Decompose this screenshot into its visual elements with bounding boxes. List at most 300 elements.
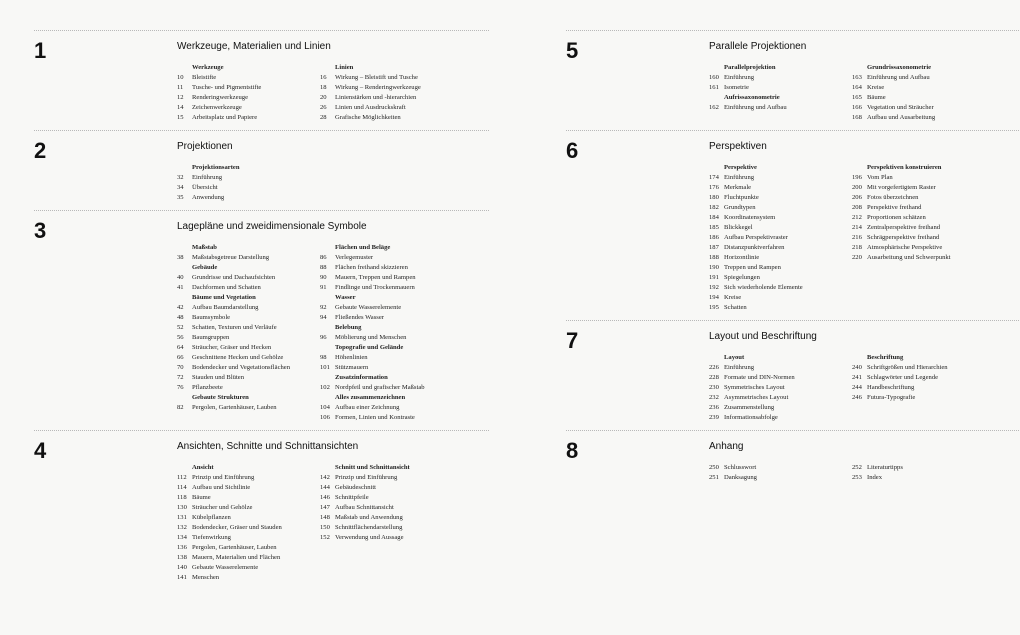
toc-entry[interactable]: [177, 333, 327, 343]
entry-text: Spiegelungen: [724, 274, 760, 281]
toc-entry[interactable]: [177, 253, 327, 263]
toc-entry[interactable]: [177, 373, 327, 383]
toc-entry[interactable]: [320, 103, 470, 113]
toc-entry[interactable]: [320, 313, 470, 323]
entry-text: Index: [867, 474, 883, 481]
toc-entry[interactable]: [852, 93, 1002, 103]
toc-entry[interactable]: [709, 213, 859, 223]
toc-column-2: [320, 463, 470, 543]
page-number: 48: [177, 314, 184, 321]
toc-column-1: [709, 163, 859, 313]
toc-entry[interactable]: [320, 273, 470, 283]
toc-entry[interactable]: [177, 543, 327, 553]
toc-entry[interactable]: [852, 363, 1002, 373]
entry-text: Maßstabsgetreue Darstellung: [192, 254, 270, 261]
entry-text: Kreise: [867, 84, 885, 91]
toc-entry[interactable]: [320, 503, 470, 513]
entry-text: Aufbau Baumdarstellung: [192, 304, 259, 311]
entry-text: Distanzpunktverfahren: [724, 244, 785, 251]
toc-entry[interactable]: [320, 493, 470, 503]
toc-section-heading: [177, 63, 327, 73]
page-number: 130: [177, 504, 187, 511]
entry-text: Übersicht: [192, 184, 218, 191]
entry-text: Grundrissaxonometrie: [867, 64, 932, 71]
toc-entry[interactable]: [320, 73, 470, 83]
chapter-4: [34, 430, 489, 581]
entry-text: Bodendecker und Vegetationsflächen: [192, 364, 291, 371]
toc-entry[interactable]: [709, 173, 859, 183]
chapter-number: 5: [566, 38, 579, 63]
toc-entry[interactable]: [320, 403, 470, 413]
toc-entry[interactable]: [320, 363, 470, 373]
toc-entry[interactable]: [177, 483, 327, 493]
page-number: 200: [852, 184, 862, 191]
entry-text: Sträucher, Gräser und Hecken: [192, 344, 272, 351]
entry-text: Pergolen, Gartenhäuser, Lauben: [192, 404, 277, 411]
page-number: 161: [709, 84, 719, 91]
entry-text: Zusammenstellung: [724, 404, 775, 411]
toc-entry[interactable]: [709, 373, 859, 383]
toc-entry[interactable]: [320, 513, 470, 523]
entry-text: Grundrisse und Dachaufsichten: [192, 274, 276, 281]
entry-text: Beschriftung: [867, 354, 904, 361]
toc-entry[interactable]: [320, 83, 470, 93]
entry-text: Proportionen schätzen: [867, 214, 926, 221]
entry-text: Bleistifte: [192, 74, 217, 81]
toc-column-1: [709, 353, 859, 423]
entry-text: Grundtypen: [724, 204, 756, 211]
entry-text: Futura-Typografie: [867, 394, 916, 401]
toc-section-heading: [320, 343, 470, 353]
entry-text: Stauden und Blüten: [192, 374, 245, 381]
toc-entry[interactable]: [852, 373, 1002, 383]
page-number: 138: [177, 554, 187, 561]
entry-text: Fließendes Wasser: [335, 314, 384, 321]
entry-text: Mit vorgefertigtem Raster: [867, 184, 936, 191]
entry-text: Schnittpfeile: [335, 494, 369, 501]
entry-text: Findlinge und Trockenmauern: [335, 284, 415, 291]
toc-entry[interactable]: [709, 473, 859, 483]
entry-text: Asymmetrisches Layout: [724, 394, 789, 401]
page-number: 10: [177, 74, 184, 81]
entry-text: Gebäude: [192, 264, 218, 271]
entry-text: Einführung und Aufbau: [724, 104, 787, 111]
toc-entry[interactable]: [709, 83, 859, 93]
chapter-number: 4: [34, 438, 47, 463]
toc-entry[interactable]: [320, 303, 470, 313]
page-number: 52: [177, 324, 184, 331]
page-number: 35: [177, 194, 184, 201]
chapter-title: Perspektiven: [709, 141, 767, 152]
toc-entry[interactable]: [177, 403, 327, 413]
toc-entry[interactable]: [852, 83, 1002, 93]
entry-text: Flächen und Beläge: [335, 244, 391, 251]
toc-section-heading: [320, 63, 470, 73]
chapter-number: 8: [566, 438, 579, 463]
chapter-1: [34, 30, 489, 121]
entry-text: Alles zusammenzeichnen: [335, 394, 406, 401]
entry-text: Arbeitsplatz und Papiere: [192, 114, 258, 121]
toc-entry[interactable]: [709, 243, 859, 253]
entry-text: Wasser: [335, 294, 356, 301]
toc-section-heading: [177, 393, 327, 403]
toc-entry[interactable]: [177, 513, 327, 523]
toc-entry[interactable]: [177, 193, 327, 203]
toc-entry[interactable]: [177, 503, 327, 513]
entry-text: Koordinatensystem: [724, 214, 776, 221]
toc-entry[interactable]: [177, 353, 327, 363]
page-number: 164: [852, 84, 862, 91]
toc-entry[interactable]: [852, 473, 1002, 483]
entry-text: Schriftgrößen und Hierarchien: [867, 364, 948, 371]
chapter-number: 2: [34, 138, 47, 163]
toc-entry[interactable]: [320, 93, 470, 103]
entry-text: Schatten, Texturen und Verläufe: [192, 324, 277, 331]
entry-text: Verlegemuster: [335, 254, 374, 261]
page-number: 190: [709, 264, 719, 271]
chapter-8: [566, 430, 1020, 481]
chapter-title: Parallele Projektionen: [709, 41, 807, 52]
entry-text: Ansicht: [192, 464, 214, 471]
toc-entry[interactable]: [320, 413, 470, 423]
page-number: 26: [320, 104, 327, 111]
entry-text: Horizontlinie: [724, 254, 760, 261]
entry-text: Symmetrisches Layout: [724, 384, 785, 391]
page-number: 236: [709, 404, 719, 411]
page-number: 15: [177, 114, 184, 121]
toc-entry[interactable]: [177, 323, 327, 333]
toc-entry[interactable]: [709, 183, 859, 193]
toc-column-1: [177, 163, 327, 203]
toc-section-heading: [852, 63, 1002, 73]
toc-entry[interactable]: [709, 193, 859, 203]
page-number: 226: [709, 364, 719, 371]
toc-entry[interactable]: [177, 273, 327, 283]
page-number: 38: [177, 254, 184, 261]
toc-entry[interactable]: [852, 213, 1002, 223]
toc-entry[interactable]: [709, 393, 859, 403]
page-number: 144: [320, 484, 330, 491]
entry-text: Dachformen und Schatten: [192, 284, 261, 291]
entry-text: Kübelpflanzen: [192, 514, 231, 521]
page-number: 150: [320, 524, 330, 531]
page-number: 180: [709, 194, 719, 201]
toc-entry[interactable]: [177, 383, 327, 393]
toc-entry[interactable]: [709, 403, 859, 413]
entry-text: Danksagung: [724, 474, 757, 481]
toc-entry[interactable]: [177, 303, 327, 313]
entry-text: Einführung: [724, 174, 755, 181]
toc-entry[interactable]: [709, 283, 859, 293]
entry-text: Aufbau einer Zeichnung: [335, 404, 400, 411]
toc-entry[interactable]: [709, 263, 859, 273]
entry-text: Mauern, Materialien und Flächen: [192, 554, 281, 561]
page-number: 194: [709, 294, 719, 301]
toc-entry[interactable]: [177, 343, 327, 353]
page-number: 240: [852, 364, 862, 371]
page-number: 165: [852, 94, 862, 101]
entry-text: Baumsymbole: [192, 314, 231, 321]
chapter-title: Layout und Beschriftung: [709, 331, 817, 342]
page-number: 148: [320, 514, 330, 521]
chapter-title: Ansichten, Schnitte und Schnittansichten: [177, 441, 359, 452]
page-number: 104: [320, 404, 330, 411]
toc-entry[interactable]: [320, 263, 470, 273]
entry-text: Atmosphärische Perspektive: [867, 244, 943, 251]
page-number: 114: [177, 484, 187, 491]
chapter-number: 6: [566, 138, 579, 163]
toc-entry[interactable]: [177, 83, 327, 93]
toc-section-heading: [320, 463, 470, 473]
toc-entry[interactable]: [709, 203, 859, 213]
page-number: 142: [320, 474, 330, 481]
toc-entry[interactable]: [177, 283, 327, 293]
toc-entry[interactable]: [177, 533, 327, 543]
page-number: 218: [852, 244, 862, 251]
page-number: 168: [852, 114, 862, 121]
entry-text: Projektionsarten: [192, 164, 240, 171]
toc-section-heading: [852, 163, 1002, 173]
page-number: 96: [320, 334, 327, 341]
toc-entry[interactable]: [852, 243, 1002, 253]
toc-column-2: [852, 353, 1002, 403]
entry-text: Topografie und Gelände: [335, 344, 404, 351]
entry-text: Pflanzbeete: [192, 384, 223, 391]
entry-text: Werkzeuge: [192, 64, 224, 71]
page-number: 12: [177, 94, 184, 101]
toc-section-heading: [320, 393, 470, 403]
entry-text: Bäume: [192, 494, 211, 501]
page-number: 152: [320, 534, 330, 541]
entry-text: Kreise: [724, 294, 742, 301]
entry-text: Schrägperspektive freihand: [867, 234, 940, 241]
entry-text: Baumgruppen: [192, 334, 230, 341]
page-number: 160: [709, 74, 719, 81]
page-number: 253: [852, 474, 862, 481]
page-number: 101: [320, 364, 330, 371]
toc-entry[interactable]: [852, 173, 1002, 183]
page-number: 14: [177, 104, 184, 111]
toc-entry[interactable]: [177, 363, 327, 373]
toc-entry[interactable]: [177, 103, 327, 113]
toc-entry[interactable]: [177, 93, 327, 103]
toc-column-2: [320, 243, 470, 423]
page-number: 162: [709, 104, 719, 111]
entry-text: Perspektiven konstruieren: [867, 164, 942, 171]
page-number: 16: [320, 74, 327, 81]
entry-text: Blickkegel: [724, 224, 753, 231]
toc-entry[interactable]: [177, 183, 327, 193]
page-number: 106: [320, 414, 330, 421]
page-number: 252: [852, 464, 862, 471]
entry-text: Menschen: [192, 574, 220, 581]
page-number: 239: [709, 414, 719, 421]
entry-text: Flächen freihand skizzieren: [335, 264, 408, 271]
page-number: 246: [852, 394, 862, 401]
toc-entry[interactable]: [709, 103, 859, 113]
page-number: 166: [852, 104, 862, 111]
toc-section-heading: [709, 163, 859, 173]
toc-section-heading: [709, 63, 859, 73]
entry-text: Formen, Linien und Kontraste: [335, 414, 415, 421]
toc-entry[interactable]: [709, 363, 859, 373]
toc-entry[interactable]: [709, 463, 859, 473]
page-number: 184: [709, 214, 719, 221]
entry-text: Renderingwerkzeuge: [192, 94, 249, 101]
entry-text: Maßstab: [192, 244, 217, 251]
toc-entry[interactable]: [320, 283, 470, 293]
toc-entry[interactable]: [177, 173, 327, 183]
toc-entry[interactable]: [177, 73, 327, 83]
toc-column-2: [852, 63, 1002, 123]
toc-entry[interactable]: [320, 353, 470, 363]
entry-text: Gebaute Wasserelemente: [335, 304, 402, 311]
toc-entry[interactable]: [320, 253, 470, 263]
entry-text: Wirkung – Renderingwerkzeuge: [335, 84, 421, 91]
entry-text: Fotos überzeichnen: [867, 194, 919, 201]
toc-section-heading: [177, 243, 327, 253]
chapter-number: 1: [34, 38, 47, 63]
entry-text: Isometrie: [724, 84, 749, 91]
toc-entry[interactable]: [709, 73, 859, 83]
page-number: 251: [709, 474, 719, 481]
entry-text: Bäume und Vegetation: [192, 294, 256, 301]
page-number: 86: [320, 254, 327, 261]
page-number: 40: [177, 274, 184, 281]
entry-text: Schnitt und Schnittansicht: [335, 464, 410, 471]
toc-entry[interactable]: [320, 523, 470, 533]
toc-entry[interactable]: [177, 563, 327, 573]
toc-entry[interactable]: [709, 273, 859, 283]
entry-text: Wirkung – Bleistift und Tusche: [335, 74, 418, 81]
toc-entry[interactable]: [177, 523, 327, 533]
entry-text: Nordpfeil und grafischer Maßstab: [335, 384, 425, 391]
page-number: 42: [177, 304, 184, 311]
toc-entry[interactable]: [177, 473, 327, 483]
toc-entry[interactable]: [852, 203, 1002, 213]
page-number: 11: [177, 84, 184, 91]
entry-text: Schatten: [724, 304, 747, 311]
toc-entry[interactable]: [709, 233, 859, 243]
page-number: 20: [320, 94, 327, 101]
toc-entry[interactable]: [177, 493, 327, 503]
page-number: 141: [177, 574, 187, 581]
toc-entry[interactable]: [177, 553, 327, 563]
toc-column-2: [852, 163, 1002, 263]
page-number: 132: [177, 524, 187, 531]
toc-entry[interactable]: [852, 223, 1002, 233]
entry-text: Pergolen, Gartenhäuser, Lauben: [192, 544, 277, 551]
chapter-title: Werkzeuge, Materialien und Linien: [177, 41, 331, 52]
entry-text: Aufbau und Sichtlinie: [192, 484, 251, 491]
entry-text: Höhenlinien: [335, 354, 368, 361]
chapter-2: [34, 130, 489, 201]
toc-entry[interactable]: [852, 183, 1002, 193]
page-number: 176: [709, 184, 719, 191]
toc-entry[interactable]: [852, 383, 1002, 393]
page-number: 174: [709, 174, 719, 181]
toc-column-2: [852, 463, 1002, 483]
entry-text: Anwendung: [192, 194, 225, 201]
toc-column-2: [320, 63, 470, 123]
entry-text: Gebäudeschnitt: [335, 484, 377, 491]
page-number: 70: [177, 364, 184, 371]
entry-text: Handbeschriftung: [867, 384, 915, 391]
toc-entry[interactable]: [709, 303, 859, 313]
page-number: 146: [320, 494, 330, 501]
page-number: 66: [177, 354, 184, 361]
entry-text: Schlagwörter und Legende: [867, 374, 939, 381]
toc-entry[interactable]: [709, 223, 859, 233]
toc-entry[interactable]: [320, 113, 470, 123]
toc-entry[interactable]: [852, 253, 1002, 263]
toc-entry[interactable]: [320, 533, 470, 543]
toc-entry[interactable]: [320, 333, 470, 343]
page-number: 118: [177, 494, 187, 501]
toc-entry[interactable]: [852, 73, 1002, 83]
toc-entry[interactable]: [320, 473, 470, 483]
page-number: 98: [320, 354, 327, 361]
entry-text: Einführung: [724, 74, 755, 81]
entry-text: Zeichenwerkzeuge: [192, 104, 242, 111]
toc-entry[interactable]: [177, 573, 327, 583]
entry-text: Informationsabfolge: [724, 414, 778, 421]
toc-entry[interactable]: [852, 113, 1002, 123]
page-number: 187: [709, 244, 719, 251]
page-number: 220: [852, 254, 862, 261]
entry-text: Maßstab und Anwendung: [335, 514, 403, 521]
toc-entry[interactable]: [177, 313, 327, 323]
entry-text: Perspektive: [724, 164, 757, 171]
toc-entry[interactable]: [852, 193, 1002, 203]
page-number: 34: [177, 184, 184, 191]
toc-section-heading: [320, 293, 470, 303]
page-number: 230: [709, 384, 719, 391]
toc-entry[interactable]: [177, 113, 327, 123]
toc-entry[interactable]: [852, 463, 1002, 473]
toc-entry[interactable]: [709, 253, 859, 263]
page-number: 244: [852, 384, 862, 391]
page-number: 214: [852, 224, 862, 231]
page-number: 32: [177, 174, 184, 181]
toc-entry[interactable]: [852, 103, 1002, 113]
toc-section-heading: [177, 293, 327, 303]
toc-entry[interactable]: [320, 483, 470, 493]
entry-text: Linien: [335, 64, 354, 71]
entry-text: Aufbau und Ausarbeitung: [867, 114, 936, 121]
page-number: 56: [177, 334, 184, 341]
toc-entry[interactable]: [852, 233, 1002, 243]
page-number: 186: [709, 234, 719, 241]
toc-entry[interactable]: [709, 413, 859, 423]
page-number: 232: [709, 394, 719, 401]
toc-entry[interactable]: [709, 383, 859, 393]
toc-section-heading: [320, 373, 470, 383]
page-number: 188: [709, 254, 719, 261]
entry-text: Vegetation und Sträucher: [867, 104, 934, 111]
chapter-number: 3: [34, 218, 47, 243]
toc-entry[interactable]: [709, 293, 859, 303]
toc-entry[interactable]: [852, 393, 1002, 403]
entry-text: Schnittflächendarstellung: [335, 524, 403, 531]
toc-entry[interactable]: [320, 383, 470, 393]
entry-text: Prinzip und Einführung: [335, 474, 398, 481]
entry-text: Aufbau Perspektivraster: [724, 234, 788, 241]
page-number: 92: [320, 304, 327, 311]
toc-column-1: [177, 463, 327, 583]
entry-text: Layout: [724, 354, 745, 361]
page-number: 102: [320, 384, 330, 391]
